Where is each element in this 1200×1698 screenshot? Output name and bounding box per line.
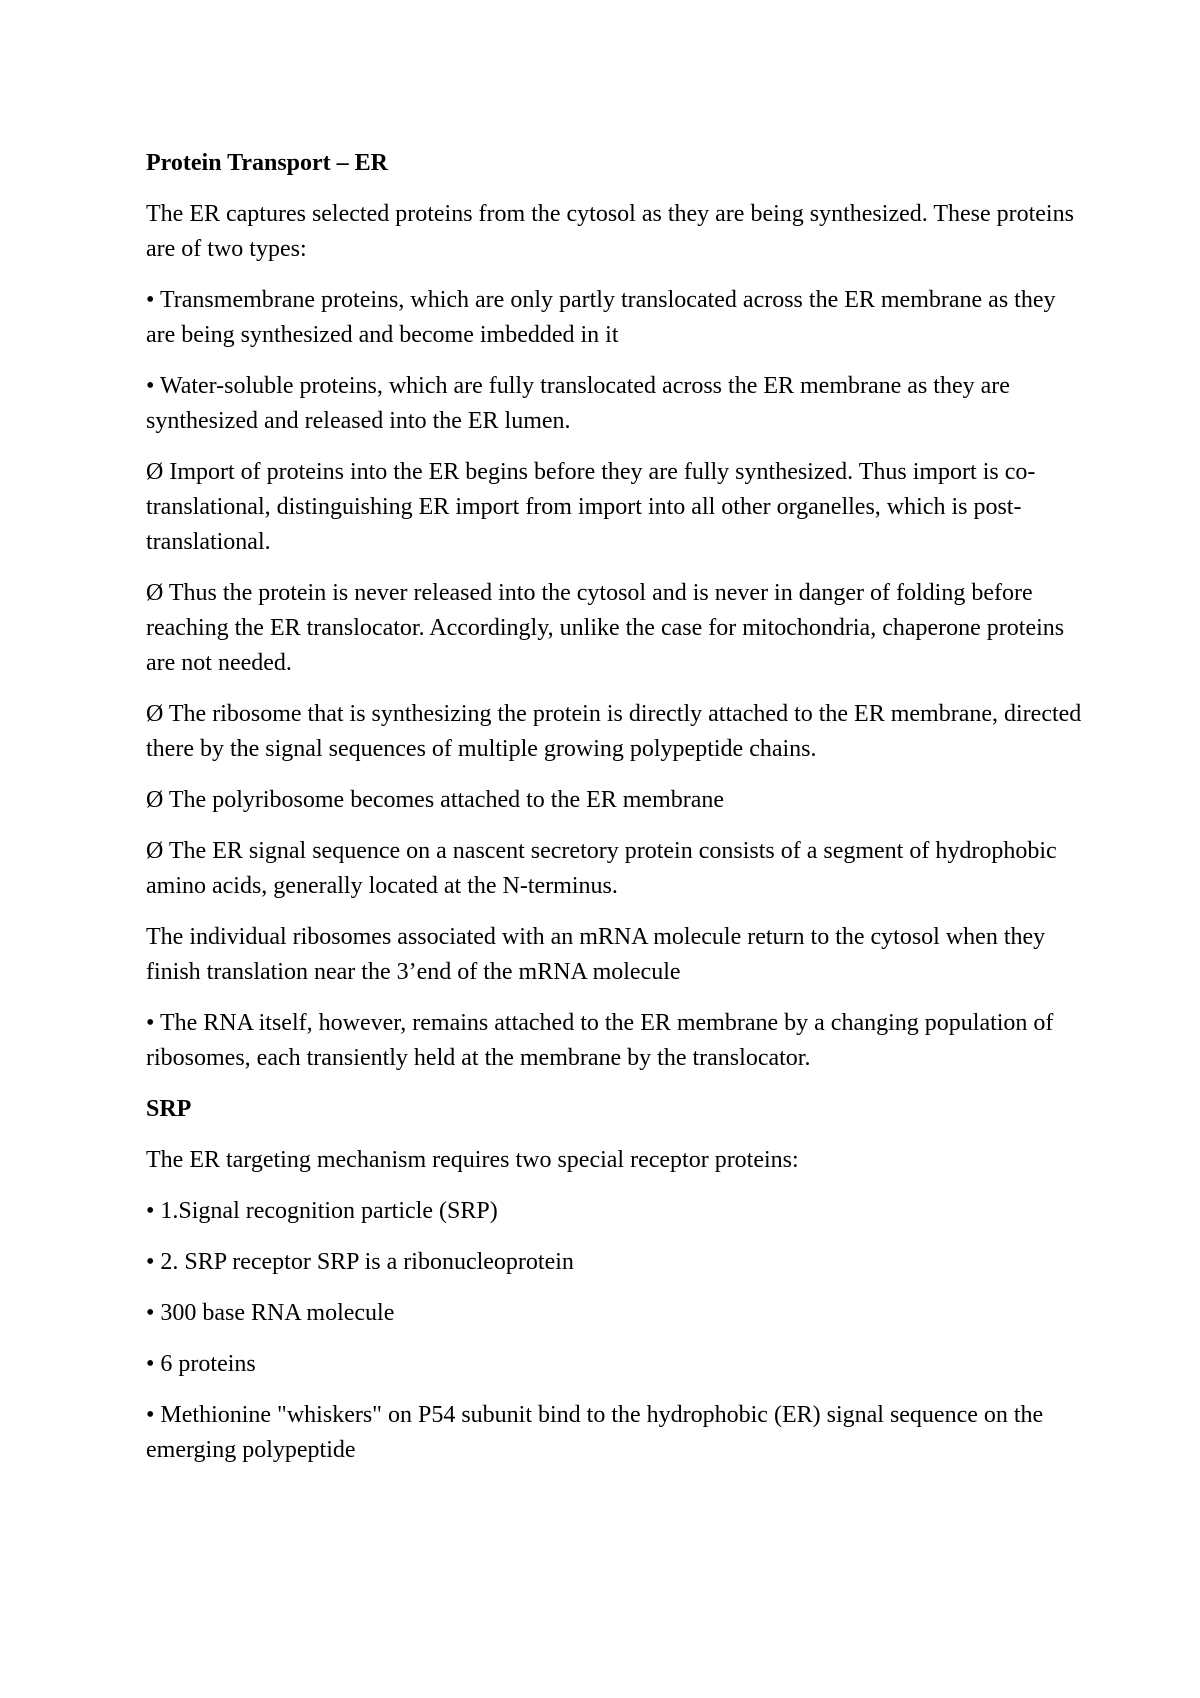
bullet-item: • Water-soluble proteins, which are fully translocated across the ER membrane as they are synthesized and released into the ER lumen.	[146, 373, 1010, 434]
paragraph: The ER targeting mechanism requires two special receptor proteins:	[146, 1147, 799, 1173]
page-title: Protein Transport – ER	[146, 150, 389, 176]
bullet-item: • 6 proteins	[146, 1351, 256, 1377]
bullet-item: • 300 base RNA molecule	[146, 1300, 395, 1326]
arrow-item: Ø The ER signal sequence on a nascent secretory protein consists of a segment of hydrophobic amino acids, generally located at the N-terminus.	[146, 838, 1057, 899]
section-heading: SRP	[146, 1096, 192, 1122]
bullet-item: • Transmembrane proteins, which are only partly translocated across the ER membrane as they are being synthesized and become imbedded in it	[146, 287, 1056, 348]
bullet-item: • 2. SRP receptor SRP is a ribonucleoprotein	[146, 1249, 574, 1275]
arrow-item: Ø The ribosome that is synthesizing the protein is directly attached to the ER membrane, directed there by the signal sequences of multiple growing polypeptide chains.	[146, 701, 1082, 762]
document-body	[146, 146, 1086, 1484]
bullet-item: • The RNA itself, however, remains attached to the ER membrane by a changing population of ribosomes, each transiently held at the membrane by the translocator.	[146, 1010, 1054, 1071]
paragraph: The ER captures selected proteins from the cytosol as they are being synthesized. These proteins are of two types:	[146, 201, 1074, 262]
arrow-item: Ø Import of proteins into the ER begins before they are fully synthesized. Thus import is co-translational, distinguishing ER import from import into all other organelles, which is post-translational.	[146, 459, 1036, 555]
bullet-item: • 1.Signal recognition particle (SRP)	[146, 1198, 498, 1224]
paragraph: The individual ribosomes associated with an mRNA molecule return to the cytosol when they finish translation near the 3’end of the mRNA molecule	[146, 924, 1046, 985]
bullet-item: • Methionine "whiskers" on P54 subunit bind to the hydrophobic (ER) signal sequence on the emerging polypeptide	[146, 1402, 1044, 1463]
arrow-item: Ø The polyribosome becomes attached to the ER membrane	[146, 787, 725, 813]
arrow-item: Ø Thus the protein is never released into the cytosol and is never in danger of folding before reaching the ER translocator. Accordingly, unlike the case for mitochondria, chaperone proteins are not needed.	[146, 580, 1065, 676]
